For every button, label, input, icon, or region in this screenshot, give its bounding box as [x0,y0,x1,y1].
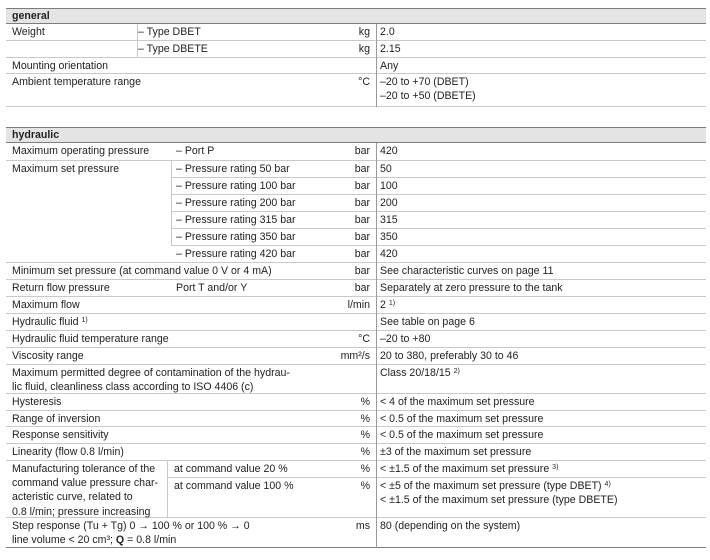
row-value: See table on page 6 [380,316,475,328]
row-label: Return flow pressure [12,282,110,294]
row-value: < 0.5 of the maximum set pressure [380,413,544,425]
row-value: 50 [380,163,392,175]
row-value: 350 [380,231,398,243]
table-row-step-response [6,518,706,548]
footnote-ref: 2) [453,368,460,375]
row-label: Maximum permitted degree of contamination of the hydrau- lic fluid, cleanliness class according to ISO 4406 (c) [12,367,290,394]
row-label: Mounting orientation [12,60,108,72]
table-row-contamination [6,365,706,394]
row-value: 2.0 [380,26,395,38]
row-unit: °C [358,76,370,88]
row-value: < 0.5 of the maximum set pressure [380,429,544,441]
row-value: < ±1.5 of the maximum set pressure (type DBETE) [380,494,618,506]
table-row-ambient-temperature [6,74,706,107]
row-value: 2.15 [380,43,401,55]
row-value: 420 [380,145,398,157]
table-row-max-operating-pressure [6,143,706,161]
sub-row-divider [172,194,706,195]
row-unit: bar [354,265,370,277]
row-value: See characteristic curves on page 11 [380,265,554,277]
footnote-ref: 3) [552,464,559,471]
row-label: Linearity (flow 0.8 l/min) [12,446,124,458]
row-unit: bar [354,197,370,209]
table-row-min-set-pressure [6,263,706,280]
row-label: Manufacturing tolerance of the command value pressure char- acteristic curve, related to 0.8 l/min; pressure increasing [12,463,159,518]
section-header-hydraulic [6,127,706,143]
row-label: Response sensitivity [12,429,109,441]
section-header-general [6,8,706,24]
row-label: Viscosity range [12,350,84,362]
footnote-ref: 4) [604,481,611,488]
row-unit: bar [354,248,370,260]
column-divider [137,24,138,58]
row-unit: ms [355,520,370,532]
row-sublabel: – Pressure rating 350 bar [176,231,296,243]
row-sublabel: – Type DBET [138,26,201,38]
sub-row-divider [172,245,706,246]
row-unit: bar [354,145,370,157]
table-row-response-sensitivity [6,427,706,444]
row-value: –20 to +80 [380,333,431,345]
row-sublabel: Port T and/or Y [176,282,248,294]
row-value: Class 20/18/15 $^{2)}$ [380,367,460,379]
row-label: Hydraulic fluid temperature range [12,333,169,345]
row-label: Range of inversion [12,413,101,425]
row-sublabel: – Type DBETE [138,43,208,55]
table-row-weight-dbet [6,24,706,41]
row-value: 420 [380,248,398,260]
row-sublabel: – Pressure rating 200 bar [176,197,296,209]
row-value: 80 (depending on the system) [380,520,521,532]
row-value: Separately at zero pressure to the tank [380,282,563,294]
sub-row-divider [172,211,706,212]
table-row-max-set-420 [6,246,706,263]
row-value: 315 [380,214,398,226]
row-unit: % [360,480,370,492]
row-unit: mm²/s [340,350,370,362]
row-label: Hydraulic fluid $^{1)}$ [12,316,88,328]
table-row-linearity [6,444,706,461]
table-row-max-set-50 [6,161,706,178]
row-value: < 4 of the maximum set pressure [380,396,535,408]
row-label: Minimum set pressure (at command value 0 V or 4 mA) [12,265,272,277]
row-unit: % [360,429,370,441]
row-unit: % [360,396,370,408]
table-row-manufacturing-tolerance [6,461,706,518]
column-divider [376,143,377,548]
row-unit: bar [354,214,370,226]
row-unit: % [360,446,370,458]
table-row-hydraulic-fluid [6,314,706,331]
column-divider [167,461,168,517]
sub-row-divider [172,228,706,229]
sub-row-divider [168,477,706,478]
row-sublabel: – Pressure rating 50 bar [176,163,290,175]
table-row-hysteresis [6,394,706,411]
row-value: 2 $^{1)}$ [380,299,396,311]
row-value: Any [380,60,399,72]
column-divider [171,161,172,246]
column-divider [376,24,377,107]
table-row-max-set-315 [6,212,706,229]
footnote-ref: 1) [81,317,88,324]
row-unit: l/min [347,299,370,311]
table-row-return-flow-pressure [6,280,706,297]
table-row-max-set-200 [6,195,706,212]
table-row-range-of-inversion [6,411,706,427]
table-row-mounting [6,58,706,74]
row-value: –20 to +70 (DBET) –20 to +50 (DBETE) [380,76,476,103]
row-sublabel: – Pressure rating 315 bar [176,214,296,226]
row-label: Hysteresis [12,396,62,408]
sub-row-divider [172,177,706,178]
row-label: line volume < 20 cm³; Q = 0.8 l/min [12,534,177,546]
table-row-max-set-350 [6,229,706,246]
row-unit: % [360,463,370,475]
row-value: < ±5 of the maximum set pressure (type DBET) $^{4)}$ [380,480,611,492]
row-sublabel: – Port P [176,145,215,157]
row-unit: % [360,413,370,425]
row-label: Maximum flow [12,299,80,311]
row-value: 100 [380,180,398,192]
table-row-max-set-100 [6,178,706,195]
table-row-fluid-temperature [6,331,706,348]
row-unit: bar [354,231,370,243]
row-label: Weight [12,26,45,38]
row-label: Maximum operating pressure [12,145,150,157]
table-row-viscosity [6,348,706,365]
row-sublabel: at command value 20 % [174,463,288,475]
row-value: 200 [380,197,398,209]
row-label: Ambient temperature range [12,76,141,88]
footnote-ref: 1) [388,300,396,307]
section-title: general [12,10,50,22]
table-row-max-flow [6,297,706,314]
row-value: < ±1.5 of the maximum set pressure $^{3)}$ [380,463,559,475]
row-sublabel: – Pressure rating 420 bar [176,248,296,260]
row-unit: bar [354,180,370,192]
row-unit: bar [354,163,370,175]
row-sublabel: – Pressure rating 100 bar [176,180,296,192]
section-title: hydraulic [12,129,60,141]
row-label: Maximum set pressure [12,163,120,175]
row-sublabel: at command value 100 % [174,480,294,492]
row-label: Step response (Tu + Tg) 0 → 100 % or 100 % → 0 [12,520,250,532]
row-unit: kg [358,43,370,55]
row-unit: °C [358,333,370,345]
row-value: ±3 of the maximum set pressure [380,446,532,458]
table-row-weight-dbete [6,41,706,58]
row-value: 20 to 380, preferably 30 to 46 [380,350,519,362]
row-unit: bar [354,282,370,294]
row-unit: kg [358,26,370,38]
